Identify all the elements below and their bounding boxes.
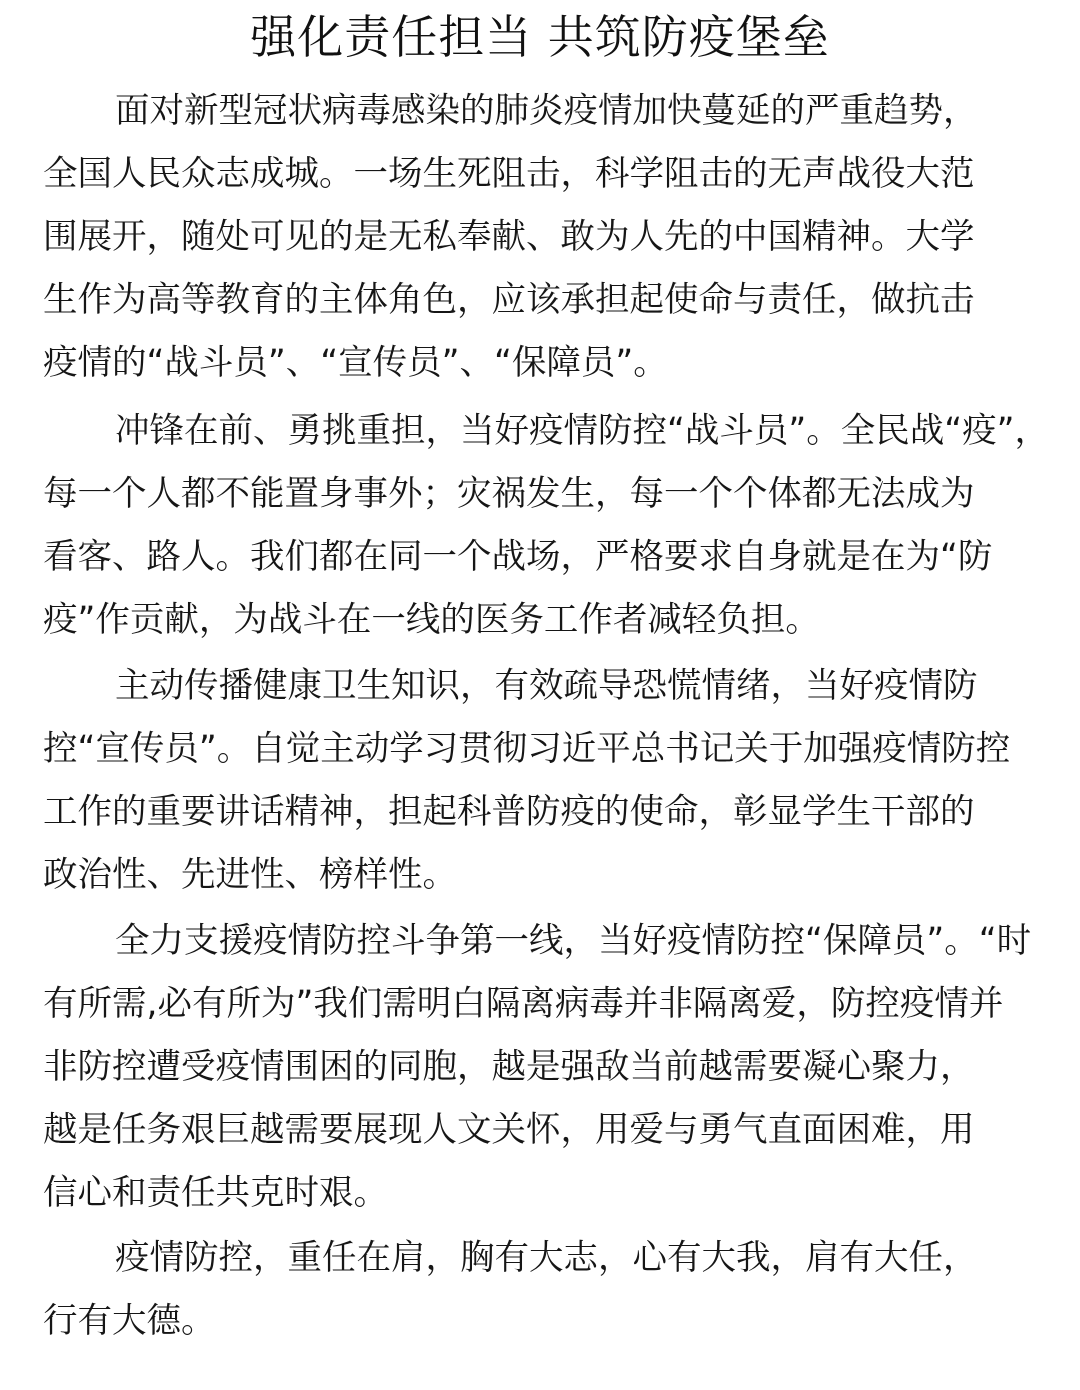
paragraph-4-line-3: 非防控遭受疫情围困的同胞，越是强敌当前越需要凝心聚力， xyxy=(43,1047,975,1087)
paragraph-2-line-1: 冲锋在前、勇挑重担，当好疫情防控“战斗员”。全民战“疫”， xyxy=(115,411,1049,451)
paragraph-3-line-1: 主动传播健康卫生知识，有效疏导恐慌情绪，当好疫情防 xyxy=(115,666,978,706)
paragraph-3-line-2: 控“宣传员”。自觉主动学习贯彻习近平总书记关于加强疫情防控 xyxy=(43,729,1011,769)
paragraph-5-line-2: 行有大德。 xyxy=(43,1301,216,1341)
paragraph-4-line-1: 全力支援疫情防控斗争第一线，当好疫情防控“保障员”。“时 xyxy=(115,921,1032,961)
paragraph-4-line-5: 信心和责任共克时艰。 xyxy=(43,1173,388,1213)
paragraph-1-line-1: 面对新型冠状病毒感染的肺炎疫情加快蔓延的严重趋势， xyxy=(115,91,978,131)
paragraph-1-line-4: 生作为高等教育的主体角色，应该承担起使命与责任，做抗击 xyxy=(43,280,975,320)
paragraph-1-line-2: 全国人民众志成城。一场生死阻击，科学阻击的无声战役大范 xyxy=(43,154,975,194)
paragraph-5-line-1: 疫情防控，重任在肩，胸有大志，心有大我，肩有大任， xyxy=(115,1238,978,1278)
paragraph-2-line-2: 每一个人都不能置身事外；灾祸发生，每一个个体都无法成为 xyxy=(43,474,975,514)
paragraph-3-line-4: 政治性、先进性、榜样性。 xyxy=(43,855,457,895)
paragraph-1-line-3: 围展开，随处可见的是无私奉献、敢为人先的中国精神。大学 xyxy=(43,217,975,257)
paragraph-1-line-5: 疫情的“战斗员”、“宣传员”、“保障员”。 xyxy=(43,343,668,383)
article-title: 强化责任担当 共筑防疫堡垒 xyxy=(250,10,830,64)
paragraph-2-line-4: 疫”作贡献，为战斗在一线的医务工作者减轻负担。 xyxy=(43,600,820,640)
paragraph-2-line-3: 看客、路人。我们都在同一个战场，严格要求自身就是在为“防 xyxy=(43,537,993,577)
paragraph-4-line-4: 越是任务艰巨越需要展现人文关怀，用爱与勇气直面困难，用 xyxy=(43,1110,975,1150)
paragraph-4-line-2: 有所需,必有所为”我们需明白隔离病毒并非隔离爱，防控疫情并 xyxy=(43,984,1004,1024)
paragraph-3-line-3: 工作的重要讲话精神，担起科普防疫的使命，彰显学生干部的 xyxy=(43,792,975,832)
